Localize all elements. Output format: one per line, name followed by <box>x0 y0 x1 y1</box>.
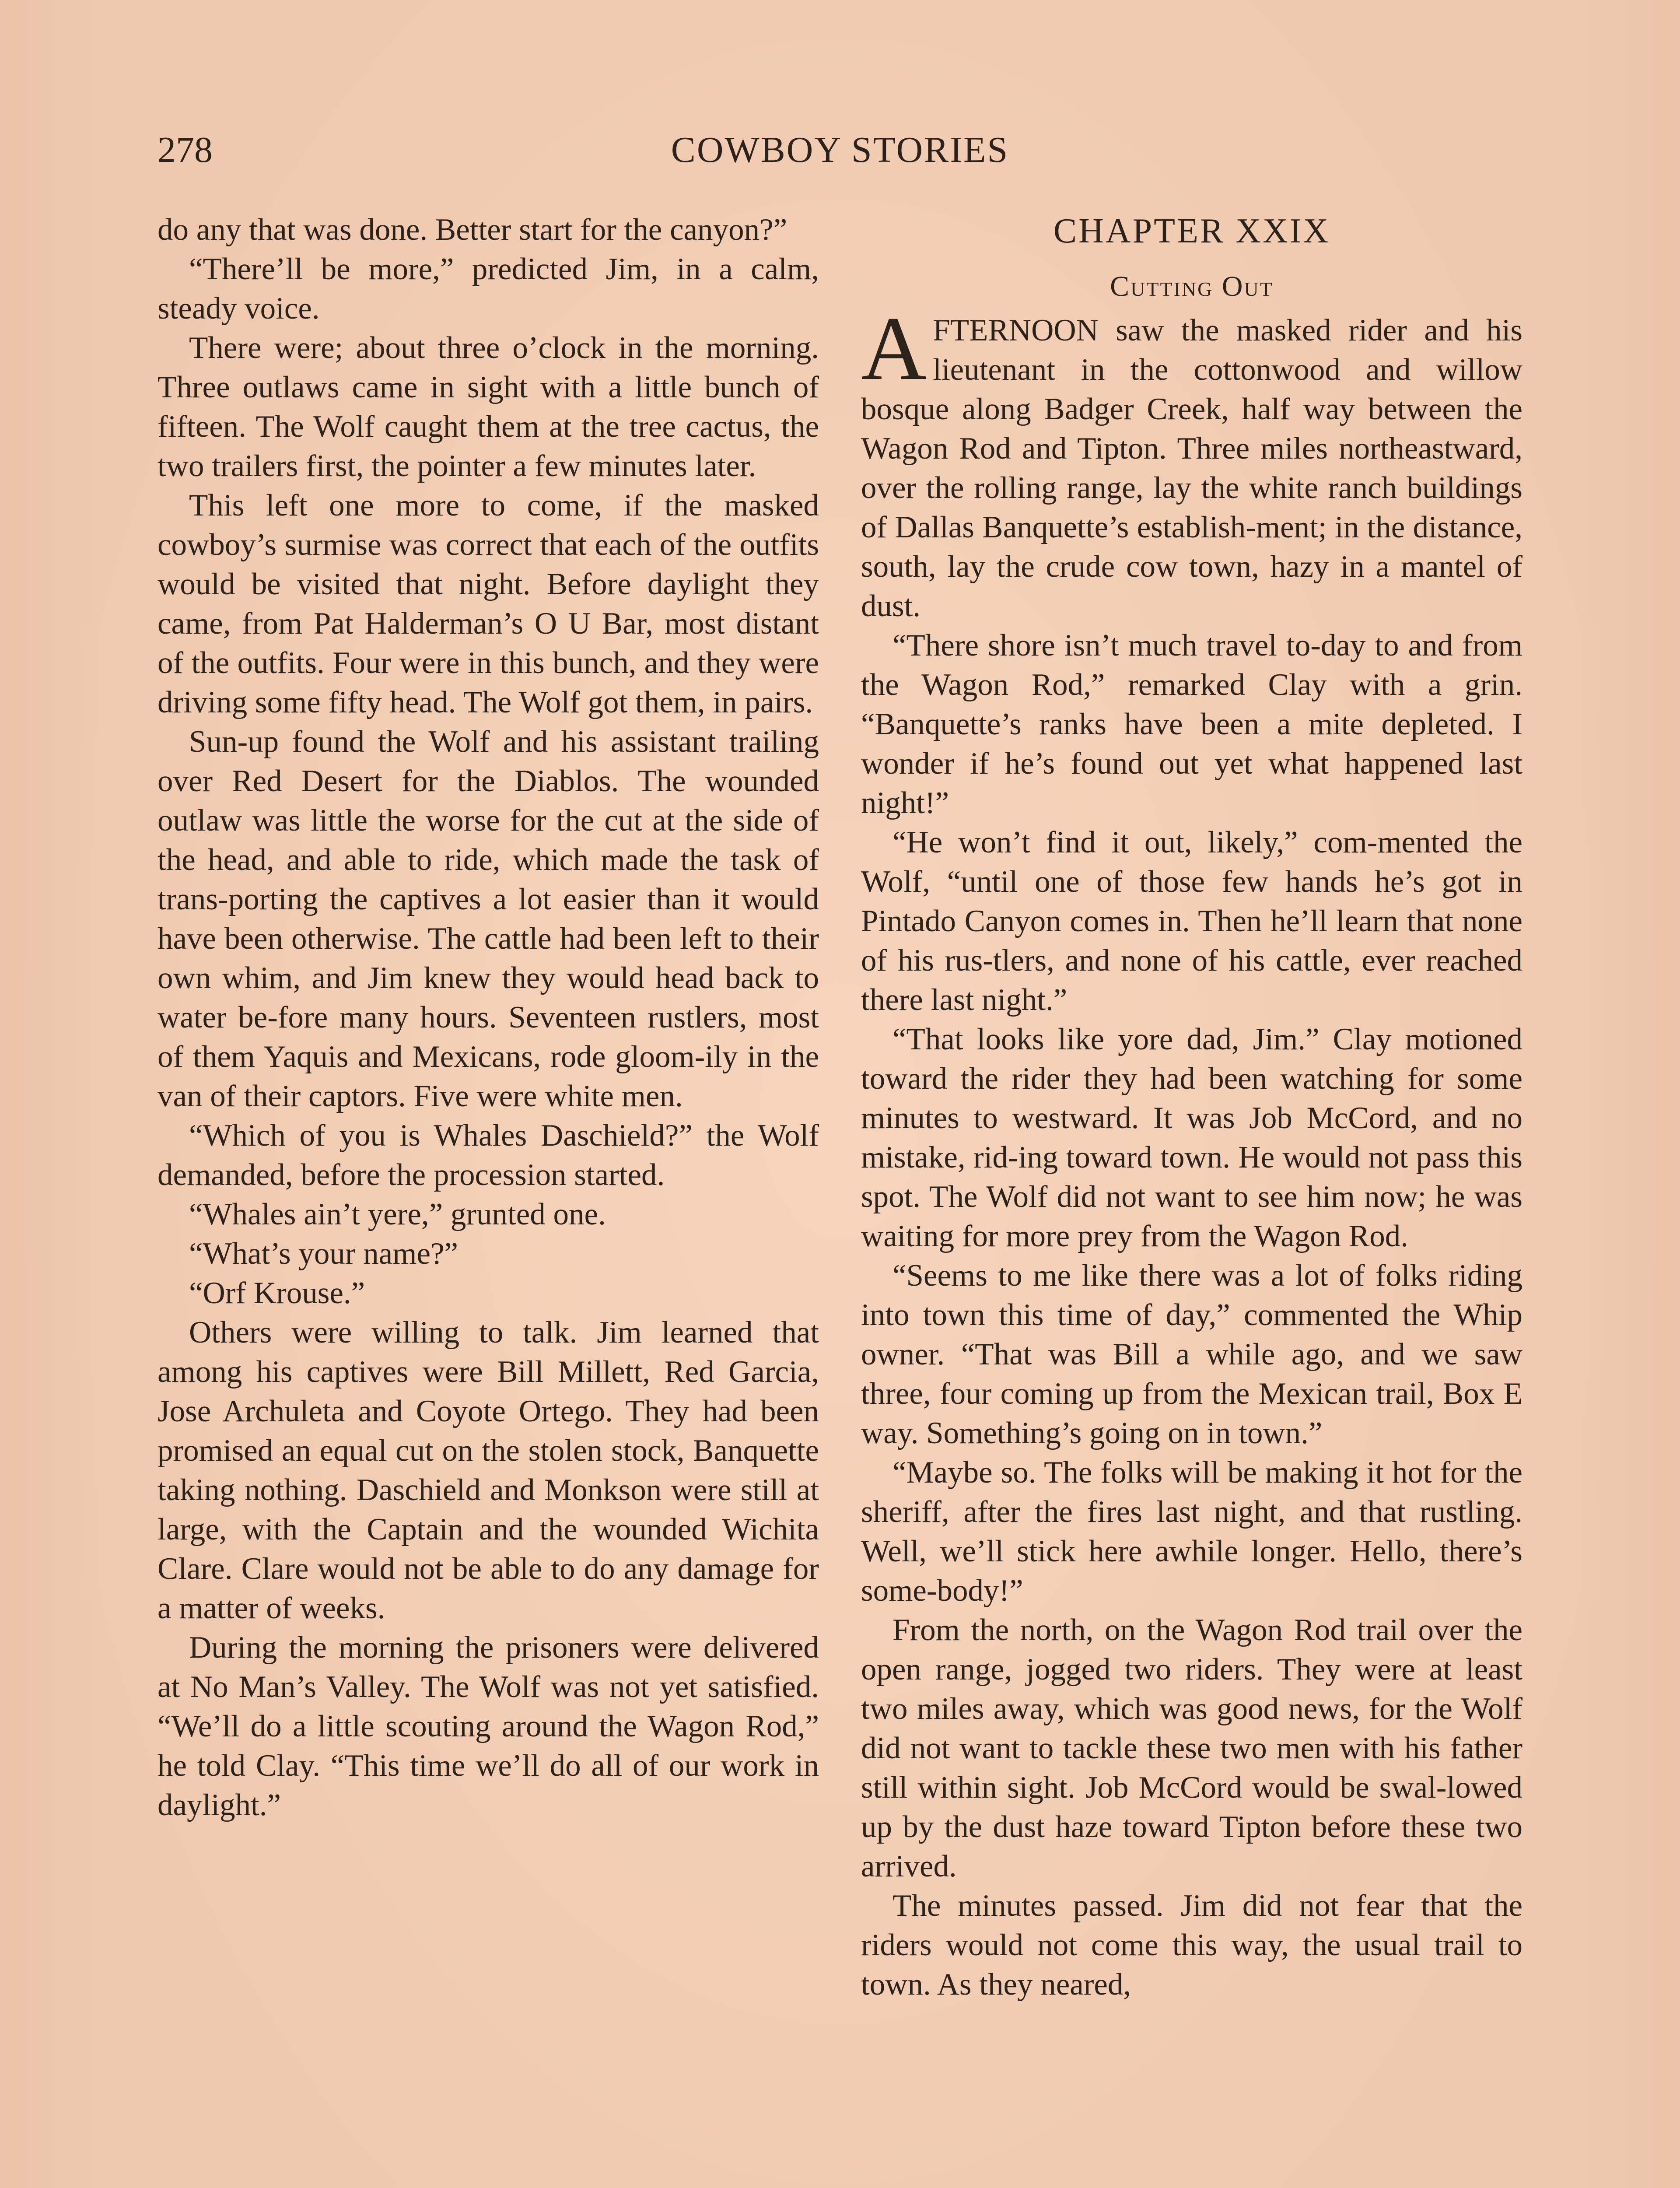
paragraph: “Maybe so. The folks will be making it hot for the sheriff, after the fires last night, and that rustling. Well, we’ll stick here awhile longer. Hello, there’s some-body!” <box>861 1455 1522 1608</box>
drop-cap: A <box>861 298 927 399</box>
paragraph: This left one more to come, if the masked cowboy’s surmise was correct that each of the outfits would be visited that night. Before daylight they came, from Pat Halderman’s O U Bar, most distant of the outfits. Four were in this bunch, and they were driving some fifty head. The Wolf got them, in pairs. <box>158 488 819 719</box>
paragraph: “There’ll be more,” predicted Jim, in a calm, steady voice. <box>158 252 819 326</box>
paragraph: There were; about three o’clock in the morning. Three outlaws came in sight with a little bunch of fifteen. The Wolf caught them at the tree cactus, the two trailers first, the pointer a few minutes later. <box>158 331 819 483</box>
paragraph: From the north, on the Wagon Rod trail over the open range, jogged two riders. They were at least two miles away, which was good news, for the Wolf did not want to tackle these two men with his father still within sight. Job McCord would be swal-lowed up by the dust haze toward Tipton before these two arrived. <box>861 1613 1522 1883</box>
paragraph: Sun-up found the Wolf and his assistant trailing over Red Desert for the Diablos. The wounded outlaw was little the worse for the cut at the side of the head, and able to ride, which made the task of trans-porting the captives a lot easier than it would have been otherwise. The cattle had been left to their own whim, and Jim knew they would head back to water be-fore many hours. Seventeen rustlers, most of them Yaquis and Mexicans, rode gloom-ily in the van of their captors. Five were white men. <box>158 725 819 1113</box>
chapter-number: CHAPTER XXIX <box>1053 212 1330 250</box>
chapter-opening-paragraph <box>861 298 1522 626</box>
paragraph: “Orf Krouse.” <box>189 1276 365 1310</box>
chapter-title: Cutting Out <box>1110 270 1274 302</box>
running-title: COWBOY STORIES <box>671 130 1009 170</box>
right-column <box>861 210 1522 2004</box>
left-column <box>158 210 819 1825</box>
opening-paragraph-text: FTERNOON saw the masked rider and his lieutenant in the cottonwood and willow bosque along Badger Creek, half way between the Wagon Rod and Tipton. Three miles northeastward, over the rolling range, lay the white ranch buildings of Dallas Banquette’s establish-ment; in the distance, south, lay the crude cow town, hazy in a mantel of dust. <box>861 313 1522 623</box>
paragraph: “Which of you is Whales Daschield?” the Wolf demanded, before the procession started. <box>158 1119 819 1192</box>
paragraph: “He won’t find it out, likely,” com-mented the Wolf, “until one of those few hands he’s got in Pintado Canyon comes in. Then he’ll learn that none of his rus-tlers, and none of his cattle, ever reached there last night.” <box>861 825 1522 1017</box>
paragraph: “Seems to me like there was a lot of folks riding into town this time of day,” commented the Whip owner. “That was Bill a while ago, and we saw three, four coming up from the Mexican trail, Box E way. Something’s going on in town.” <box>861 1259 1522 1450</box>
paragraph: “Whales ain’t yere,” grunted one. <box>189 1197 606 1231</box>
page-number: 278 <box>158 130 213 170</box>
paragraph: During the morning the prisoners were delivered at No Man’s Valley. The Wolf was not yet satisfied. “We’ll do a little scouting around the Wagon Rod,” he told Clay. “This time we’ll do all of our work in daylight.” <box>158 1630 819 1822</box>
paragraph: “There shore isn’t much travel to-day to and from the Wagon Rod,” remarked Clay with a grin. “Banquette’s ranks have been a mite depleted. I wonder if he’s found out yet what happened last night!” <box>861 628 1522 820</box>
paragraph: “That looks like yore dad, Jim.” Clay motioned toward the rider they had been watching for some minutes to westward. It was Job McCord, and no mistake, rid-ing toward town. He would not pass this spot. The Wolf did not want to see him now; he was waiting for more prey from the Wagon Rod. <box>861 1022 1522 1253</box>
paragraph: Others were willing to talk. Jim learned that among his captives were Bill Millett, Red Garcia, Jose Archuleta and Coyote Ortego. They had been promised an equal cut on the stolen stock, Banquette taking nothing. Daschield and Monkson were still at large, with the Captain and the wounded Wichita Clare. Clare would not be able to do any damage for a matter of weeks. <box>158 1315 819 1625</box>
paragraph: “What’s your name?” <box>189 1237 458 1271</box>
running-head <box>158 126 1522 174</box>
paragraph: do any that was done. Better start for the canyon?” <box>158 213 788 247</box>
paragraph: The minutes passed. Jim did not fear that the riders would not come this way, the usual trail to town. As they neared, <box>861 1889 1522 2002</box>
